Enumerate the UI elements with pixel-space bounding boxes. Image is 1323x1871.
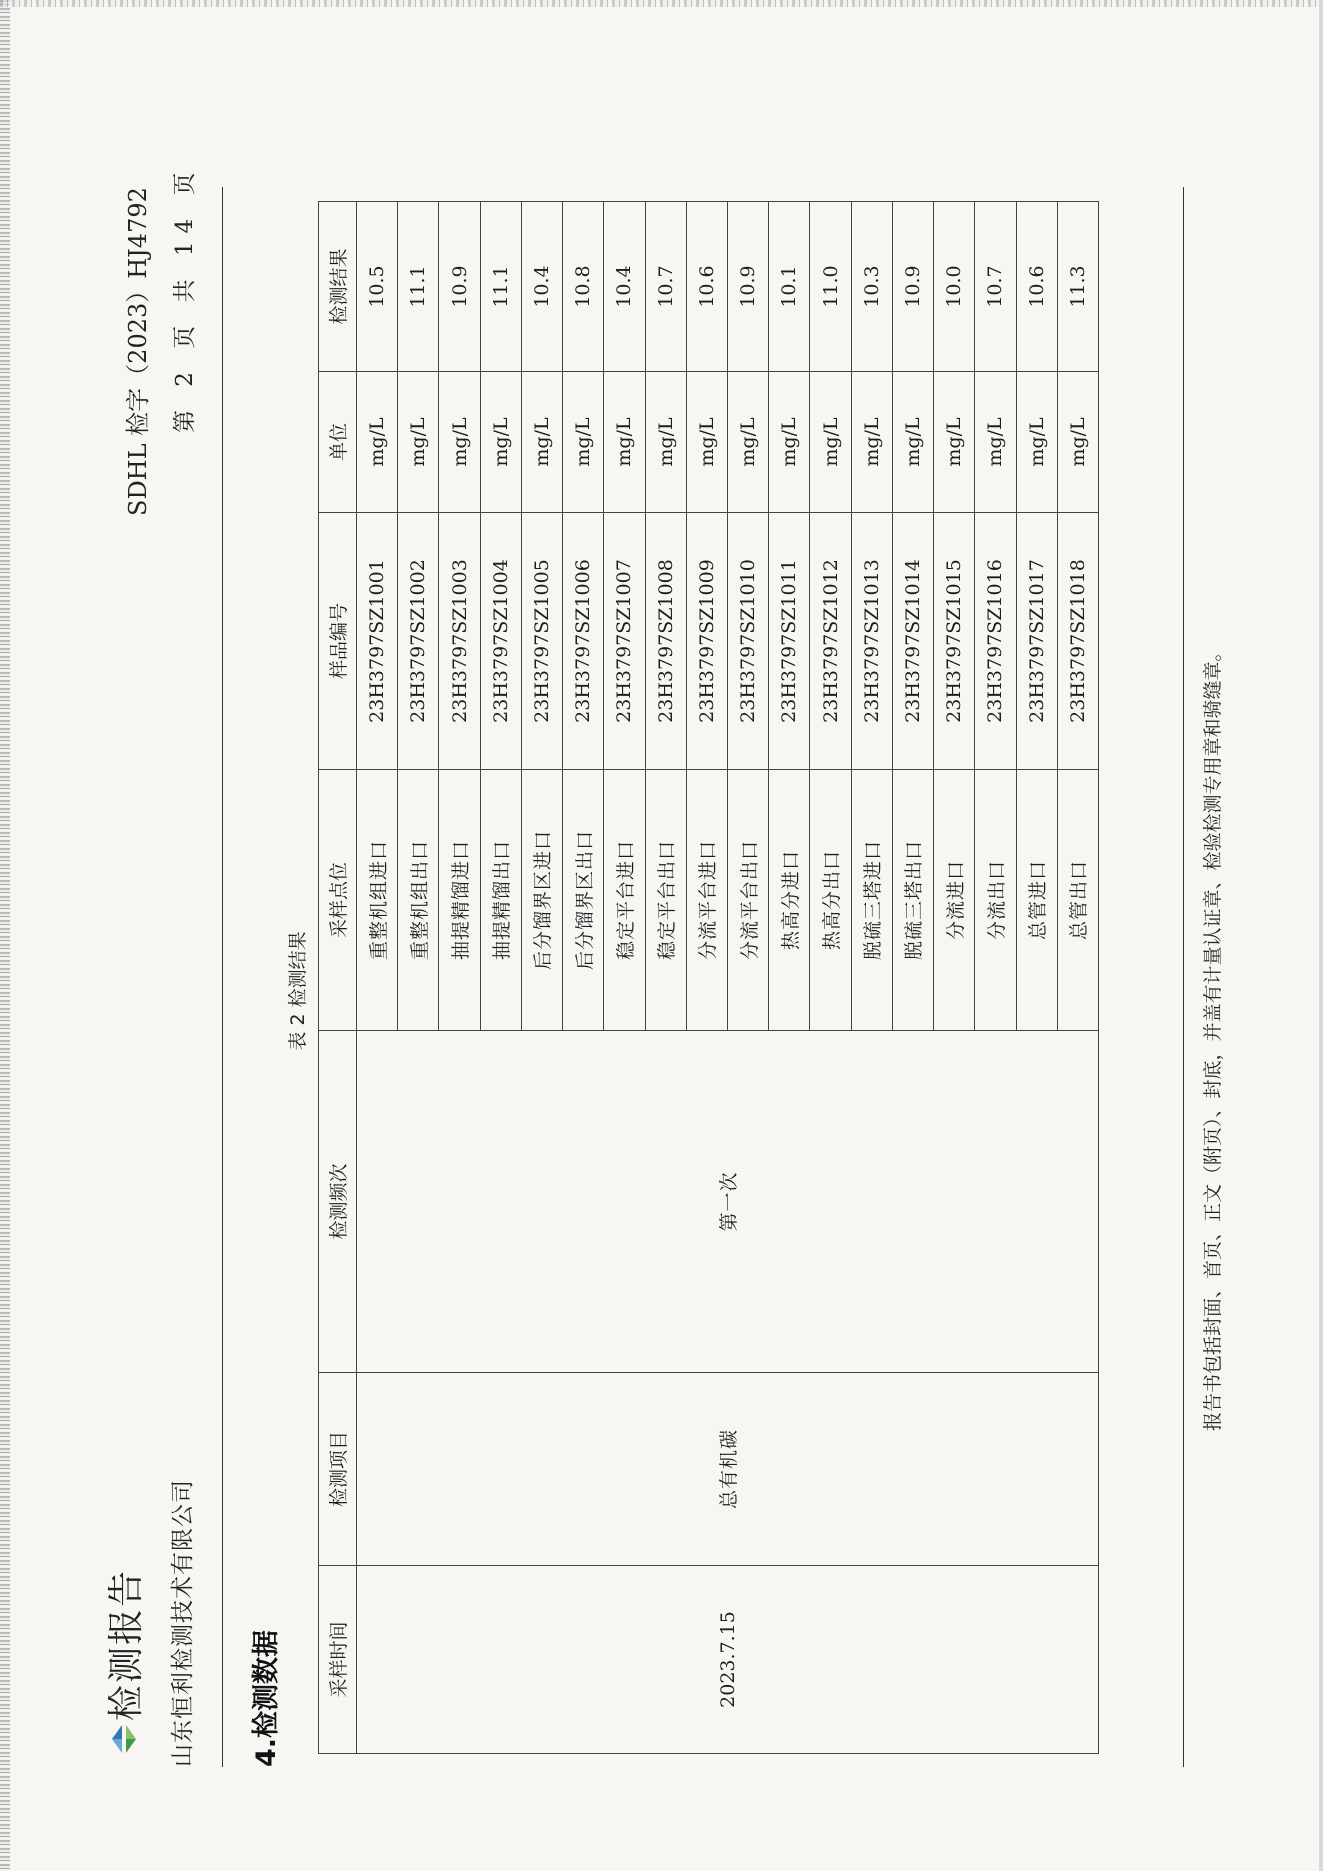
sampling-point-cell: 抽提精馏进口 [439, 770, 480, 1031]
sampling-point-cell: 脱硫三塔出口 [892, 770, 933, 1031]
result-value-cell: 10.8 [563, 202, 604, 372]
sample-id-cell: 23H3797SZ1011 [769, 513, 810, 770]
section-title: 4.检测数据 [251, 1629, 282, 1767]
sampling-point-cell: 热高分出口 [810, 770, 851, 1031]
unit-cell: mg/L [357, 372, 398, 513]
sampling-point-cell: 脱硫三塔进口 [851, 770, 892, 1031]
sample-id-cell: 23H3797SZ1014 [892, 513, 933, 770]
sample-id-cell: 23H3797SZ1017 [1016, 513, 1057, 770]
sample-id-cell: 23H3797SZ1010 [727, 513, 768, 770]
unit-cell: mg/L [1057, 372, 1098, 513]
result-value-cell: 10.3 [851, 202, 892, 372]
col-header-sampling-point: 采样点位 [319, 770, 357, 1031]
col-header-item: 检测项目 [319, 1373, 357, 1566]
unit-cell: mg/L [439, 372, 480, 513]
sampling-point-cell: 分流平台进口 [686, 770, 727, 1031]
unit-cell: mg/L [727, 372, 768, 513]
unit-cell: mg/L [1016, 372, 1057, 513]
sampling-time-cell: 2023.7.15 [357, 1566, 1099, 1754]
result-value-cell: 11.1 [480, 202, 521, 372]
sampling-point-cell: 热高分进口 [769, 770, 810, 1031]
result-value-cell: 10.0 [934, 202, 975, 372]
unit-cell: mg/L [975, 372, 1016, 513]
sampling-point-cell: 后分馏界区出口 [563, 770, 604, 1031]
unit-cell: mg/L [480, 372, 521, 513]
company-name: 山东恒利检测技术有限公司 [170, 1479, 196, 1767]
unit-cell: mg/L [686, 372, 727, 513]
result-value-cell: 10.7 [975, 202, 1016, 372]
result-value-cell: 10.1 [769, 202, 810, 372]
sampling-point-cell: 抽提精馏出口 [480, 770, 521, 1031]
sample-id-cell: 23H3797SZ1006 [563, 513, 604, 770]
header-divider [222, 187, 223, 1767]
sampling-point-cell: 后分馏界区进口 [521, 770, 562, 1031]
sample-id-cell: 23H3797SZ1002 [398, 513, 439, 770]
result-value-cell: 10.9 [892, 202, 933, 372]
footer-divider [1183, 187, 1184, 1767]
sample-id-cell: 23H3797SZ1013 [851, 513, 892, 770]
result-value-cell: 10.7 [645, 202, 686, 372]
sample-id-cell: 23H3797SZ1007 [604, 513, 645, 770]
sample-id-cell: 23H3797SZ1001 [357, 513, 398, 770]
result-value-cell: 11.0 [810, 202, 851, 372]
col-header-unit: 单位 [319, 372, 357, 513]
sample-id-cell: 23H3797SZ1003 [439, 513, 480, 770]
report-number: SDHL 检字（2023）HJ4792 [124, 187, 152, 516]
sample-id-cell: 23H3797SZ1015 [934, 513, 975, 770]
unit-cell: mg/L [398, 372, 439, 513]
sample-id-cell: 23H3797SZ1012 [810, 513, 851, 770]
report-title: 检测报告 [106, 1568, 147, 1721]
table-row [357, 202, 398, 1754]
unit-cell: mg/L [563, 372, 604, 513]
unit-cell: mg/L [892, 372, 933, 513]
col-header-sampling-time: 采样时间 [319, 1566, 357, 1754]
sample-id-cell: 23H3797SZ1018 [1057, 513, 1098, 770]
result-value-cell: 10.9 [439, 202, 480, 372]
unit-cell: mg/L [604, 372, 645, 513]
sampling-point-cell: 稳定平台出口 [645, 770, 686, 1031]
company-logo-icon [108, 1723, 140, 1755]
sampling-point-cell: 稳定平台进口 [604, 770, 645, 1031]
test-frequency-cell: 第一次 [357, 1031, 1099, 1373]
unit-cell: mg/L [810, 372, 851, 513]
sampling-point-cell: 总管出口 [1057, 770, 1098, 1031]
sampling-point-cell: 总管进口 [1016, 770, 1057, 1031]
col-header-result: 检测结果 [319, 202, 357, 372]
sample-id-cell: 23H3797SZ1016 [975, 513, 1016, 770]
results-table [318, 201, 1099, 1754]
unit-cell: mg/L [769, 372, 810, 513]
sampling-point-cell: 分流平台出口 [727, 770, 768, 1031]
result-value-cell: 10.4 [604, 202, 645, 372]
sampling-point-cell: 分流进口 [934, 770, 975, 1031]
result-value-cell: 10.9 [727, 202, 768, 372]
sample-id-cell: 23H3797SZ1009 [686, 513, 727, 770]
result-value-cell: 11.1 [398, 202, 439, 372]
result-value-cell: 10.5 [357, 202, 398, 372]
col-header-frequency: 检测频次 [319, 1031, 357, 1373]
unit-cell: mg/L [934, 372, 975, 513]
sample-id-cell: 23H3797SZ1005 [521, 513, 562, 770]
table-header-row [319, 202, 357, 1754]
footer-note: 报告书包括封面、首页、正文（附页）、封底，并盖有计量认证章、检验检测专用章和骑缝章。 [1202, 642, 1224, 1431]
result-value-cell: 10.6 [686, 202, 727, 372]
sampling-point-cell: 重整机组出口 [398, 770, 439, 1031]
sampling-point-cell: 分流出口 [975, 770, 1016, 1031]
result-value-cell: 10.4 [521, 202, 562, 372]
unit-cell: mg/L [521, 372, 562, 513]
result-value-cell: 11.3 [1057, 202, 1098, 372]
unit-cell: mg/L [851, 372, 892, 513]
result-value-cell: 10.6 [1016, 202, 1057, 372]
sample-id-cell: 23H3797SZ1004 [480, 513, 521, 770]
unit-cell: mg/L [645, 372, 686, 513]
col-header-sample-id: 样品编号 [319, 513, 357, 770]
page-number: 第 2 页 共 14 页 [172, 164, 198, 433]
table-caption: 表 2 检测结果 [287, 931, 309, 1051]
sampling-point-cell: 重整机组进口 [357, 770, 398, 1031]
test-item-cell: 总有机碳 [357, 1373, 1099, 1566]
sample-id-cell: 23H3797SZ1008 [645, 513, 686, 770]
